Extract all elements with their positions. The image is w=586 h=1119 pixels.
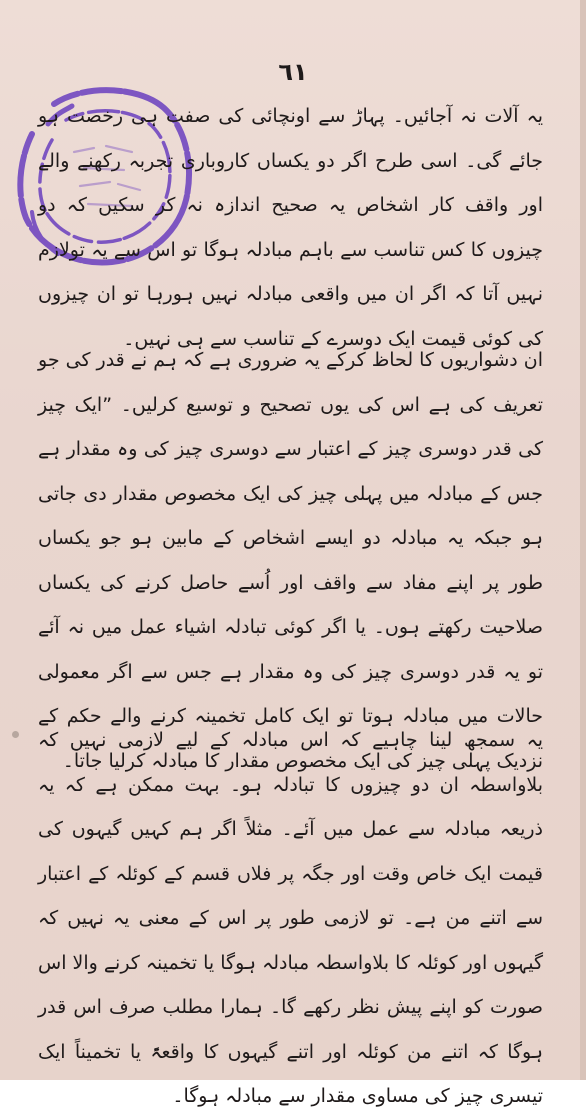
paragraph-2: ان دشواریوں کا لحاظ کرکے یہ ضروری ہے کہ ہم نے قدر کی جو تعریف کی ہے اس کی یوں تصحیح و توسیع کرلیں۔ ”ایک چیز کی قدر دوسری چیز کے اعتبار سے دوسری چیز کی وہ مقدار ہے جس کے مبادلہ میں پہلی چیز کی ایک مخصوص مقدار دی جاتی ہو جبکہ یہ مبادلہ دو ایسے اشخاص کے مابین ہو جو یکساں طور پر اپنے مفاد سے واقف اور اُسے حاصل کرنے کی یکساں صلاحیت رکھتے ہوں۔ یا اگر کوئی تبادلہ اشیاء عمل میں نہ آئے تو یہ قدر دوسری چیز کی وہ مقدار ہے جس سے اگر معمولی حالات میں مبادلہ ہوتا تو ایک کامل تخمینہ کرنے والے حکم کے نزدیک پہلی چیز کی ایک مخصوص مقدار کا مبادلہ کرلیا جاتا۔ <box>38 349 543 772</box>
paragraph-3: یہ سمجھ لینا چاہیے کہ اس مبادلہ کے لیے لازمی نہیں کہ بلاواسطہ ان دو چیزوں کا تبادلہ ہو۔ بہت ممکن ہے کہ یہ ذریعہ مبادلہ سے عمل میں آئے۔ مثلاً اگر ہم کہیں گیہوں کی قیمت ایک خاص وقت اور جگہ پر فلاں قسم کے کوئلہ کے اعتبار سے اتنے من ہے۔ تو لازمی طور پر اس کے معنی یہ نہیں کہ گیہوں اور کوئلہ کا بلاواسطہ مبادلہ ہوگا یا تخمینہ کرنے والا اس صورت کو اپنے پیش نظر رکھے گا۔ ہمارا مطلب صرف اس قدر ہوگا کہ اتنے من کوئلہ اور اتنے گیہوں کا واقعۃً یا تخمیناً ایک تیسری چیز کی مساوی مقدار سے مبادلہ ہوگا۔ <box>38 729 543 1107</box>
page-number: ٦١ <box>278 58 308 86</box>
paragraph-1: یہ آلات نہ آجائیں۔ پہاڑ سے اونچائی کی صفت ہی رخصت ہو جائے گی۔ اسی طرح اگر دو یکساں کاروباری تجربہ رکھنے والے اور واقف کار اشخاص یہ صحیح اندازہ نہ کر سکیں کہ دو چیزوں کا کس تناسب سے باہم مبادلہ ہوگا تو اس سے یہ تولازم نہیں آتا کہ اگر ان میں واقعی مبادلہ نہیں ہورہا تو ان چیزوں کی کوئی قیمت ایک دوسرے کے تناسب سے ہی نہیں۔ <box>38 105 543 350</box>
page-edge <box>580 0 586 1080</box>
margin-mark <box>12 731 19 738</box>
